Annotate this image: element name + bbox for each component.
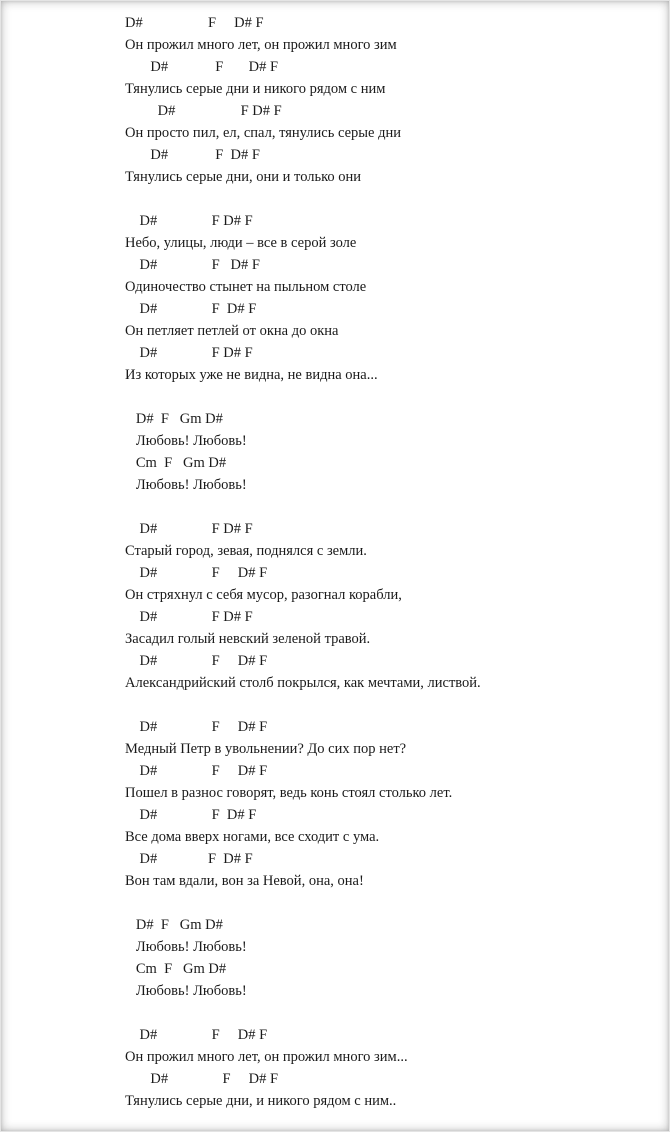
chord-line: D# F D# F <box>125 719 268 735</box>
chord-line: D# F D# F <box>125 147 260 163</box>
chord-line: D# F D# F <box>125 763 268 779</box>
chorus-chord-line: D# F Gm D# <box>125 917 223 933</box>
chord-line: D# F D# F <box>125 301 257 317</box>
lyric-line: Старый город, зевая, поднялся с земли. <box>125 543 367 559</box>
chord-line: D# F D# F <box>125 565 268 581</box>
chorus-lyric-line: Любовь! Любовь! <box>125 939 247 955</box>
chord-line: D# F D# F <box>125 807 257 823</box>
lyric-line: Он петляет петлей от окна до окна <box>125 323 339 339</box>
lyric-line: Он прожил много лет, он прожил много зим... <box>125 1049 408 1065</box>
chorus-chord-line: Cm F Gm D# <box>125 961 227 977</box>
chorus-lyric-line: Любовь! Любовь! <box>125 433 247 449</box>
chorus-lyric-line: Любовь! Любовь! <box>125 477 247 493</box>
chord-line: D# F D# F <box>125 851 253 867</box>
chord-line: D# F D# F <box>125 103 282 119</box>
chorus-chord-line: D# F Gm D# <box>125 411 223 427</box>
lyric-line: Вон там вдали, вон за Невой, она, она! <box>125 873 364 889</box>
stanza-gap <box>125 694 655 716</box>
lyric-line: Тянулись серые дни, они и только они <box>125 169 362 185</box>
chorus-chord-line: Cm F Gm D# <box>125 455 227 471</box>
chord-line: D# F D# F <box>125 609 253 625</box>
stanza-gap <box>125 386 655 408</box>
lyric-line: Пошел в разнос говорят, ведь конь стоял столько лет. <box>125 785 453 801</box>
lyric-line: Засадил голый невский зеленой травой. <box>125 631 371 647</box>
lyric-line: Он прожил много лет, он прожил много зим <box>125 37 397 53</box>
chord-line: D# F D# F <box>125 213 253 229</box>
lyric-line: Тянулись серые дни и никого рядом с ним <box>125 81 386 97</box>
chord-line: D# F D# F <box>125 59 279 75</box>
lyric-line: Медный Петр в увольнении? До сих пор нет? <box>125 741 407 757</box>
stanza-gap <box>125 188 655 210</box>
lyric-line: Александрийский столб покрылся, как мечтами, листвой. <box>125 675 481 691</box>
lyrics-sheet <box>125 12 655 1112</box>
chord-line: D# F D# F <box>125 1071 279 1087</box>
lyric-line: Тянулись серые дни, и никого рядом с ним.. <box>125 1093 397 1109</box>
lyric-line: Он просто пил, ел, спал, тянулись серые дни <box>125 125 401 141</box>
lyric-line: Он стряхнул с себя мусор, разогнал корабли, <box>125 587 402 603</box>
chord-line: D# F D# F <box>125 521 253 537</box>
chord-line: D# F D# F <box>125 653 268 669</box>
chord-line: D# F D# F <box>125 15 264 31</box>
chord-line: D# F D# F <box>125 345 253 361</box>
lyric-line: Одиночество стынет на пыльном столе <box>125 279 367 295</box>
lyric-line: Все дома вверх ногами, все сходит с ума. <box>125 829 380 845</box>
chorus-lyric-line: Любовь! Любовь! <box>125 983 247 999</box>
stanza-gap <box>125 496 655 518</box>
lyric-line: Из которых уже не видна, не видна она... <box>125 367 378 383</box>
stanza-gap <box>125 892 655 914</box>
chord-line: D# F D# F <box>125 1027 268 1043</box>
chord-line: D# F D# F <box>125 257 260 273</box>
lyric-line: Небо, улицы, люди – все в серой золе <box>125 235 357 251</box>
stanza-gap <box>125 1002 655 1024</box>
